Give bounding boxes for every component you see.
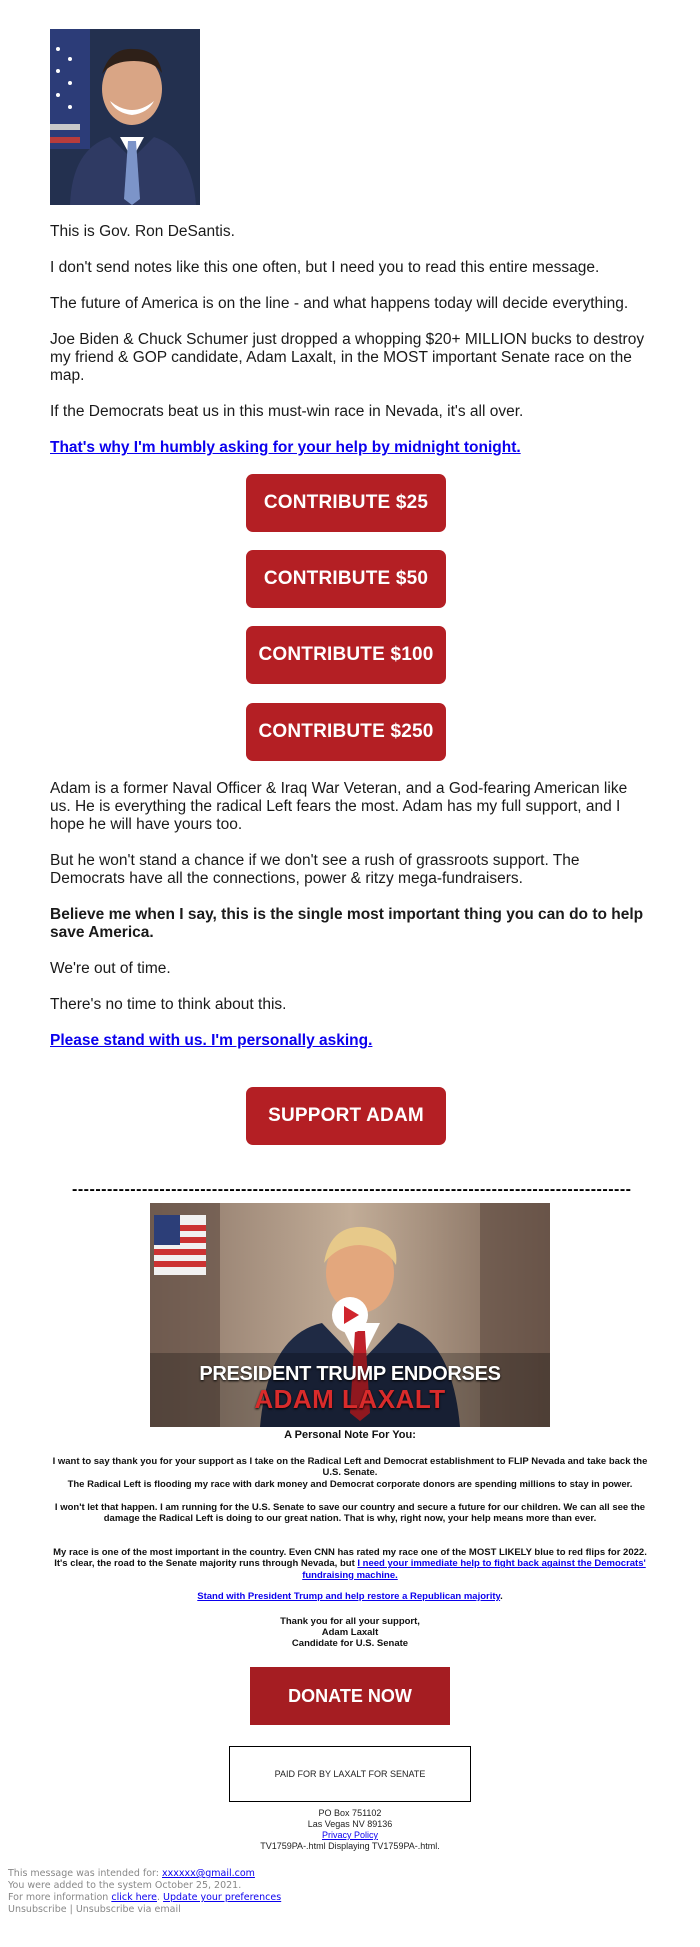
stand-with-trump-link[interactable]: Stand with President Trump and help restore a Republican majority [197,1591,501,1602]
footer-intended [8,1868,255,1880]
note-paragraph: I won't let that happen. I am running for the U.S. Senate to save our country and secure a future for our children. We can all see the damage the Radical Left is doing to our great nation. That is why, right now, your help means more than ever. [54,1502,646,1525]
body-paragraph: If the Democrats beat us in this must-win race in Nevada, it's all over. [50,403,524,420]
donate-now-button[interactable]: DONATE NOW [250,1667,450,1725]
recipient-email-link[interactable]: xxxxxx@gmail.com [162,1868,255,1879]
stand-with-us-link[interactable]: Please stand with us. I'm personally asking. [50,1032,373,1049]
video-title-line1: PRESIDENT TRUMP ENDORSES [199,1363,501,1385]
privacy-policy-link[interactable]: Privacy Policy [321,1830,378,1840]
note-period: . [500,1591,503,1602]
body-paragraph: We're out of time. [50,960,171,977]
note-text: My race is one of the most important in the country. Even CNN has rated my race one of the MOST LIKELY blue to red flips for 2022. It's clear, the road to the Senate majority runs through Nevada, but [53,1547,647,1570]
personal-note-title: A Personal Note For You: [284,1429,416,1441]
address-line: PO Box 751102 [318,1808,382,1818]
body-paragraph: Joe Biden & Chuck Schumer just dropped a whopping $20+ MILLION bucks to destroy my friend & GOP candidate, Adam Laxalt, in the MOST important Senate race on the map. [50,331,645,384]
address-line: Las Vegas NV 89136 [307,1819,393,1829]
update-preferences-link[interactable]: Update your preferences [163,1892,282,1903]
body-paragraph: Adam is a former Naval Officer & Iraq War Veteran, and a God-fearing American like us. He is everything the radical Left fears the most. Adam has my full support, and I hope he will have yours too. [50,780,628,833]
note-paragraph [50,1591,650,1602]
note-paragraph [50,1547,650,1581]
desantis-photo [50,29,200,205]
immediate-help-link[interactable]: I need your immediate help to fight back against the Democrats' fundraising machine. [302,1558,646,1581]
unsubscribe-email-link[interactable]: Unsubscribe via email [75,1904,181,1915]
footer-text: . [157,1892,164,1903]
intro-paragraph: This is Gov. Ron DeSantis. [50,223,235,240]
note-paragraph: The Radical Left is flooding my race with dark money and Democrat corporate donors are spending millions to stay in power. [67,1479,633,1490]
signature-name: Adam Laxalt [321,1627,379,1638]
video-title-line2: ADAM LAXALT [254,1384,446,1414]
body-paragraph: The future of America is on the line - and what happens today will decide everything. [50,295,629,312]
body-paragraph: There's no time to think about this. [50,996,287,1013]
address-line: TV1759PA-.html Displaying TV1759PA-.html. [260,1841,440,1851]
footer-text: This message was intended for: [8,1868,162,1879]
body-paragraph: I don't send notes like this one often, but I need you to read this entire message. [50,259,600,276]
footer-added: You were added to the system October 25, 2021. [8,1880,242,1891]
body-paragraph: But he won't stand a chance if we don't see a rush of grassroots support. The Democrats have all the connections, power & ritzy mega-fundraisers. [50,852,580,887]
signature-title: Candidate for U.S. Senate [291,1638,409,1649]
support-adam-button[interactable]: SUPPORT ADAM [246,1087,446,1145]
contribute-50-button[interactable]: CONTRIBUTE $50 [246,550,446,608]
divider: ------------------------------------------------------------------------------------------------ [72,1181,632,1198]
footer-unsubscribe [8,1904,181,1916]
paid-for-disclaimer: PAID FOR BY LAXALT FOR SENATE [229,1746,471,1802]
contribute-250-button[interactable]: CONTRIBUTE $250 [246,703,446,761]
signature-line: Thank you for all your support, [280,1616,420,1627]
footer-more-info [8,1892,281,1904]
contribute-100-button[interactable]: CONTRIBUTE $100 [246,626,446,684]
emphasis-paragraph: Believe me when I say, this is the single most important thing you can do to help save America. [50,906,644,941]
footer-separator: | [66,1904,76,1915]
footer-text: For more information [8,1892,112,1903]
unsubscribe-link[interactable]: Unsubscribe [8,1904,67,1915]
click-here-link[interactable]: click here [111,1892,157,1903]
contribute-25-button[interactable]: CONTRIBUTE $25 [246,474,446,532]
help-by-midnight-link[interactable]: That's why I'm humbly asking for your help by midnight tonight. [50,439,521,456]
note-paragraph: I want to say thank you for your support as I take on the Radical Left and Democrat establishment to FLIP Nevada and take back the U.S. Senate. [52,1456,648,1479]
endorsement-video-thumbnail[interactable] [150,1203,550,1427]
